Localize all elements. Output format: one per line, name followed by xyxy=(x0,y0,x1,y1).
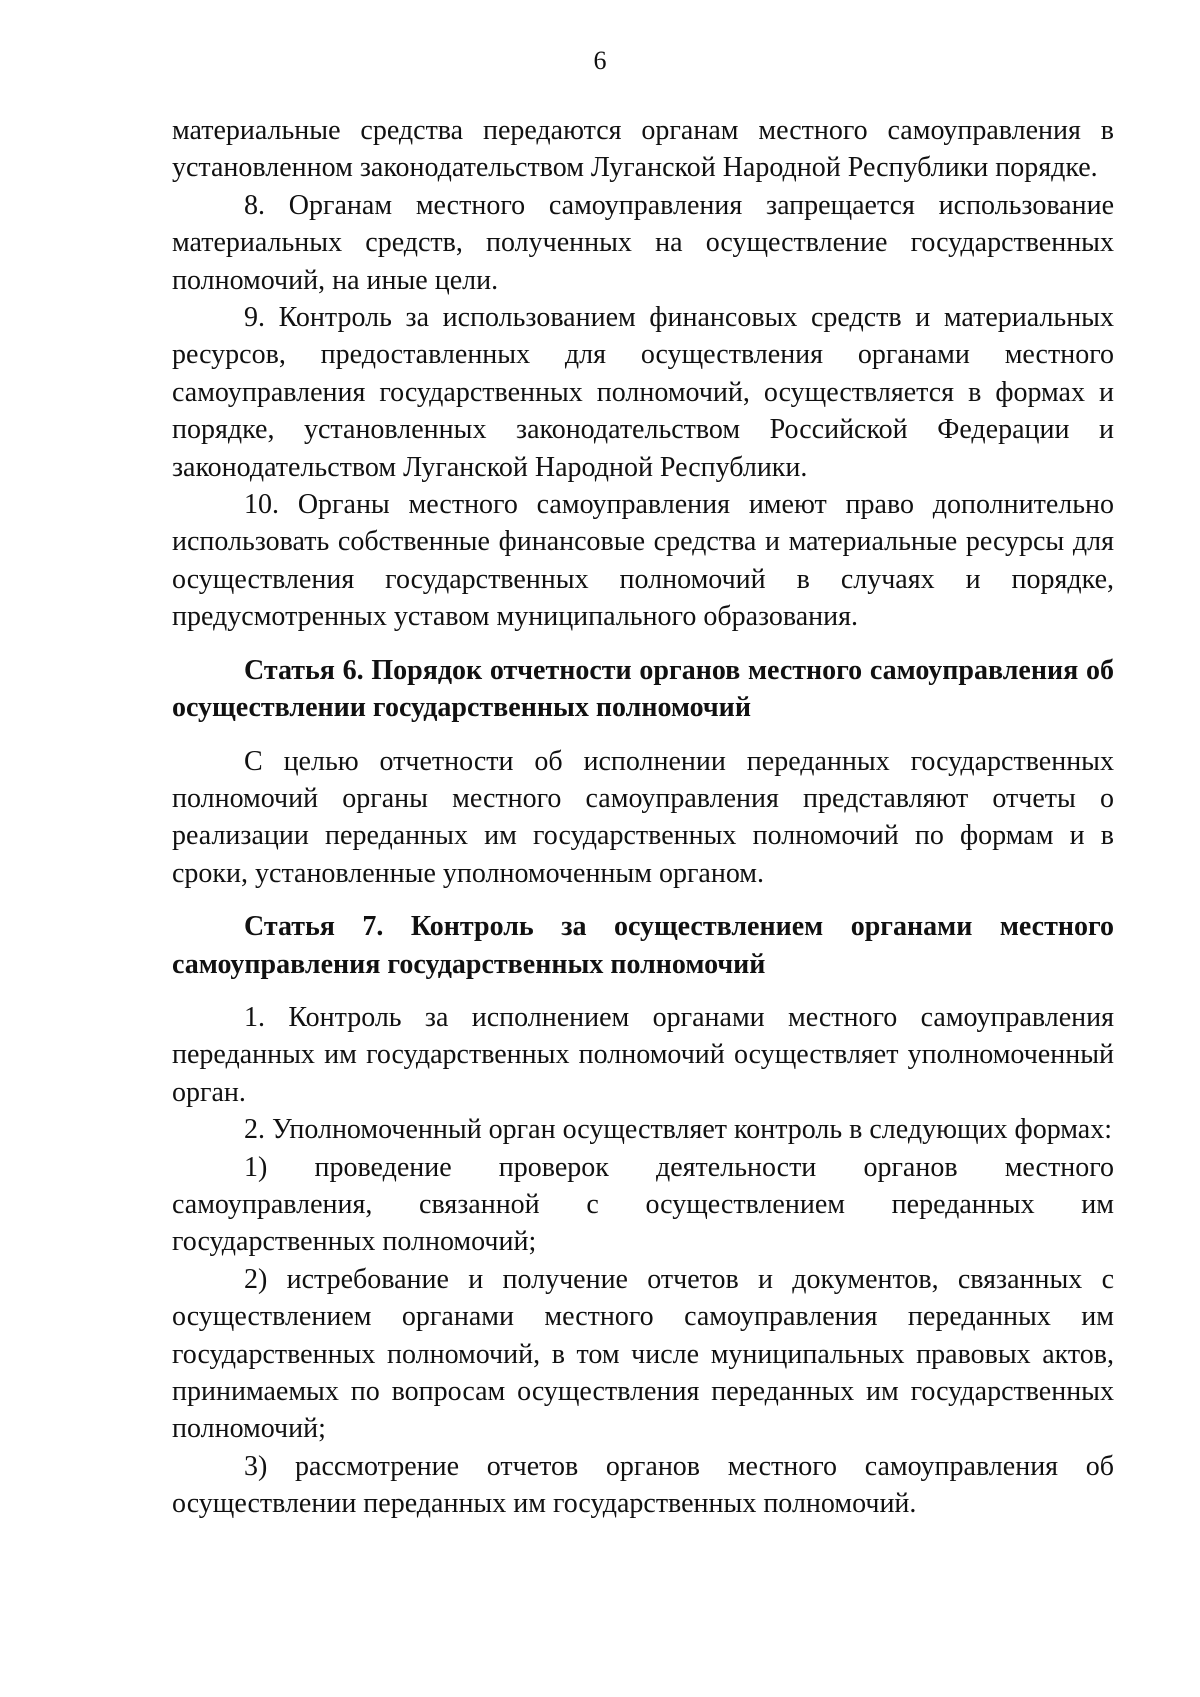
article-7-subitem-2: 2) истребование и получение отчетов и документов, связанных с осуществлением органами местного самоуправления переданных им государственных полномочий, в том числе муниципальных правовых актов, принимаемых по вопросам осуществления переданных им государственных полномочий; xyxy=(172,1263,1114,1445)
article-6-heading: Статья 6. Порядок отчетности органов местного самоуправления об осуществлении государственных полномочий xyxy=(172,654,1114,724)
page-number: 6 xyxy=(593,46,607,75)
paragraph-continuation: материальные средства передаются органам местного самоуправления в установленном законодательством Луганской Народной Республики порядке. xyxy=(172,115,1114,184)
article-7-item-2: 2. Уполномоченный орган осуществляет контроль в следующих формах: xyxy=(244,1114,1112,1146)
article-7-item-1: 1. Контроль за исполнением органами местного самоуправления переданных им государственных полномочий осуществляет уполномоченный орган. xyxy=(172,1001,1114,1108)
article-7-subitem-1: 1) проведение проверок деятельности органов местного самоуправления, связанной с осуществлением переданных им государственных полномочий; xyxy=(172,1151,1114,1258)
paragraph-item-9: 9. Контроль за использованием финансовых средств и материальных ресурсов, предоставленных для осуществления органами местного самоуправления государственных полномочий, осуществляется в формах и порядке, установленных законодательством Российской Федерации и законодательством Луганской Народной Республики. xyxy=(172,302,1114,483)
document-body xyxy=(172,112,1114,1523)
article-7-subitem-3: 3) рассмотрение отчетов органов местного самоуправления об осуществлении переданных им государственных полномочий. xyxy=(172,1450,1114,1520)
article-7-heading: Статья 7. Контроль за осуществлением органами местного самоуправления государственных полномочий xyxy=(172,911,1114,980)
paragraph-item-10: 10. Органы местного самоуправления имеют право дополнительно использовать собственные финансовые средства и материальные ресурсы для осуществления государственных полномочий в случаях и порядке, предусмотренных уставом муниципального образования. xyxy=(172,489,1114,633)
paragraph-item-8: 8. Органам местного самоуправления запрещается использование материальных средств, полученных на осуществление государственных полномочий, на иные цели. xyxy=(172,189,1114,296)
article-6-text: С целью отчетности об исполнении переданных государственных полномочий органы местного самоуправления представляют отчеты о реализации переданных им государственных полномочий по формам и в сроки, установленные уполномоченным органом. xyxy=(172,745,1114,889)
